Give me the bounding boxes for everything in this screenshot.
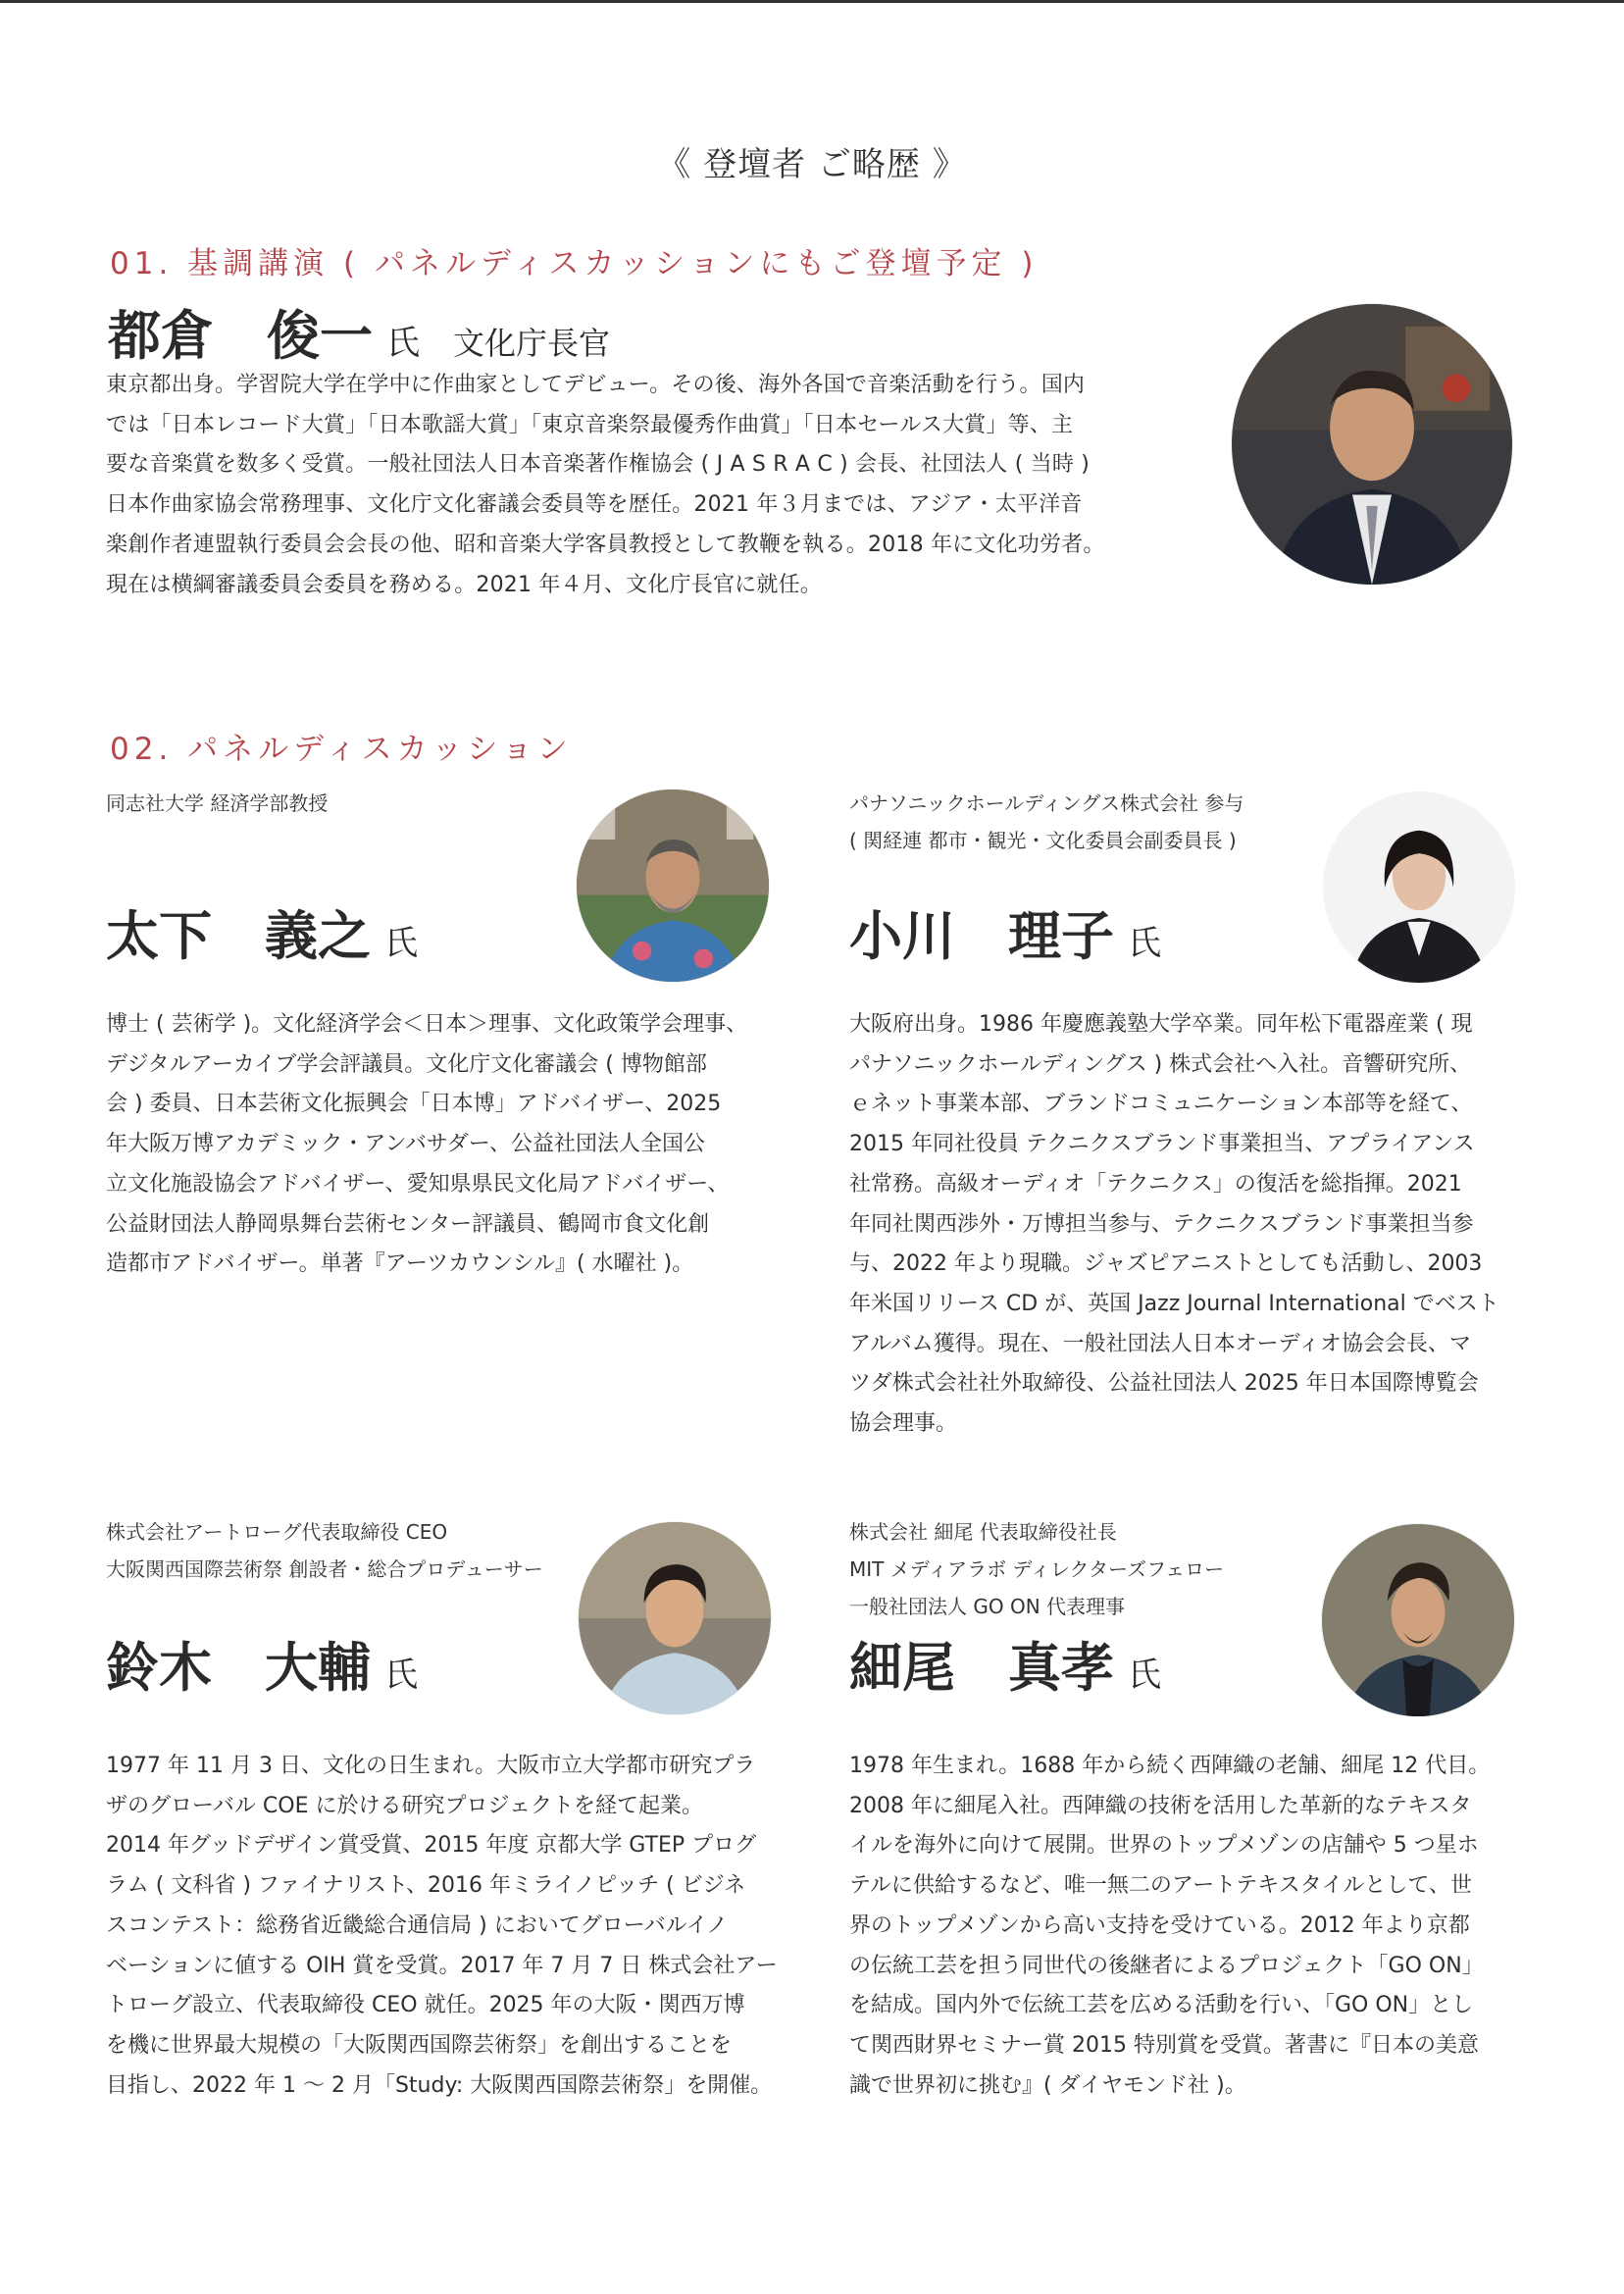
keynote-heading: 01. 基調講演 ( パネルディスカッションにもご登壇予定 ) xyxy=(110,246,1039,281)
affiliation-line: MIT メディアラボ ディレクターズフェロー xyxy=(849,1557,1225,1581)
bio-line: アルバム獲得。現在、一般社団法人日本オーディオ協会会長、マ xyxy=(849,1331,1471,1356)
bio-line: 年同社関西渉外・万博担当参与、テクニクスブランド事業担当参 xyxy=(849,1211,1474,1237)
bio-line: では「日本レコード大賞」「日本歌謡大賞」「東京音楽祭最優秀作曲賞」「日本セールス大賞」等、主 xyxy=(106,412,1074,437)
panelist-bio xyxy=(849,1747,1490,2106)
bio-line: 識で世界初に挑む』( ダイヤモンド社 )。 xyxy=(849,2072,1246,2098)
panelist-bio xyxy=(106,1747,778,2106)
bio-line: ザのグローバル COE に於ける研究プロジェクトを経て起業。 xyxy=(106,1793,704,1818)
bio-line: を結成。国内外で伝統工芸を広める活動を行い、「GO ON」とし xyxy=(849,1993,1474,2018)
panelist-name xyxy=(106,1626,418,1702)
bio-line: て関西財界セミナー賞 2015 特別賞を受賞。著書に『日本の美意 xyxy=(849,2032,1479,2058)
panelist-name-text: 太下 義之 xyxy=(106,905,371,967)
bio-line: 2014 年グッドデザイン賞受賞、2015 年度 京都大学 GTEP プログ xyxy=(106,1833,757,1859)
honorific: 氏 xyxy=(384,924,418,963)
affiliation-line: ( 関経連 都市・観光・文化委員会副委員長 ) xyxy=(849,829,1237,852)
bio-line: 要な音楽賞を数多く受賞。一般社団法人日本音楽著作権協会 ( J A S R A C ) 会長、社団法人 ( 当時 ) xyxy=(106,452,1091,478)
panelist-photo xyxy=(579,1522,771,1714)
panelist-name xyxy=(849,894,1161,970)
panelist-name-text: 細尾 真孝 xyxy=(849,1637,1114,1699)
bio-line: パナソニックホールディングス ) 株式会社へ入社。音響研究所、 xyxy=(849,1051,1472,1077)
panelist-name xyxy=(849,1626,1161,1702)
bio-line: 公益財団法人静岡県舞台芸術センター評議員、鶴岡市食文化創 xyxy=(106,1211,710,1237)
bio-line: 与、2022 年より現職。ジャズピアニストとしても活動し、2003 xyxy=(849,1251,1483,1277)
panelist-photo xyxy=(577,790,769,982)
panelist-affiliation xyxy=(849,785,1243,859)
affiliation-line: 株式会社アートローグ代表取締役 CEO xyxy=(106,1520,448,1544)
panelist-bio xyxy=(106,1005,747,1285)
panel-heading: 02. パネルディスカッション xyxy=(110,732,573,767)
bio-line: 年米国リリース CD が、英国 Jazz Journal International でベスト xyxy=(849,1291,1499,1316)
honorific: 氏 xyxy=(386,324,420,363)
affiliation-line: 一般社団法人 GO ON 代表理事 xyxy=(849,1595,1126,1618)
bio-line: トローグ設立、代表取締役 CEO 就任。2025 年の大阪・関西万博 xyxy=(106,1993,745,2018)
panelist-photo xyxy=(1322,1524,1514,1716)
affiliation-line: 同志社大学 経済学部教授 xyxy=(106,791,329,815)
affiliation-line: パナソニックホールディングス株式会社 参与 xyxy=(849,791,1244,815)
bio-line: 1978 年生まれ。1688 年から続く西陣織の老舗、細尾 12 代目。 xyxy=(849,1754,1491,1778)
panelist-bio xyxy=(849,1005,1499,1445)
keynote-speaker-photo xyxy=(1232,304,1512,585)
bio-line: 2008 年に細尾入社。西陣織の技術を活用した革新的なテキスタ xyxy=(849,1793,1472,1818)
bio-line: 大阪府出身。1986 年慶應義塾大学卒業。同年松下電器産業 ( 現 xyxy=(849,1012,1473,1037)
bio-line: 東京都出身。学習院大学在学中に作曲家としてデビュー。その後、海外各国で音楽活動を行う。国内 xyxy=(106,373,1086,397)
bio-line: デジタルアーカイブ学会評議員。文化庁文化審議会 ( 博物館部 xyxy=(106,1051,707,1077)
bio-line: 会 ) 委員、日本芸術文化振興会「日本博」アドバイザー、2025 xyxy=(106,1092,722,1117)
bio-line: 協会理事。 xyxy=(849,1411,958,1437)
panelist-affiliation xyxy=(106,785,328,822)
page-title: 《 登壇者 ご略歴 》 xyxy=(657,145,967,184)
panelist-name-text: 鈴木 大輔 xyxy=(106,1637,371,1699)
affiliation-line: 大阪関西国際芸術祭 創設者・総合プロデューサー xyxy=(106,1557,543,1581)
panelist-affiliation xyxy=(106,1513,543,1588)
panelist-affiliation xyxy=(849,1513,1224,1625)
bio-line: 社常務。高級オーディオ「テクニクス」の復活を総指揮。2021 xyxy=(849,1171,1462,1197)
bio-line: 立文化施設協会アドバイザー、愛知県県民文化局アドバイザー、 xyxy=(106,1171,730,1197)
bio-line: 2015 年同社役員 テクニクスブランド事業担当、アプライアンス xyxy=(849,1132,1475,1157)
panelist-name-text: 小川 理子 xyxy=(849,905,1114,967)
bio-line: 日本作曲家協会常務理事、文化庁文化審議会委員等を歴任。2021 年３月までは、アジア・太平洋音 xyxy=(106,492,1083,518)
bio-line: スコンテスト：総務省近畿総合通信局 ) においてグローバルイノ xyxy=(106,1912,729,1938)
honorific: 氏 xyxy=(1128,924,1161,963)
bio-line: ツダ株式会社社外取締役、公益社団法人 2025 年日本国際博覧会 xyxy=(849,1371,1479,1397)
bio-line: 博士 ( 芸術学 )。文化経済学会＜日本＞理事、文化政策学会理事、 xyxy=(106,1012,748,1037)
top-rule xyxy=(0,0,1624,3)
bio-line: ｅネット事業本部、ブランドコミュニケーション本部等を経て、 xyxy=(849,1092,1473,1117)
bio-line: 現在は横綱審議委員会委員を務める。2021 年４月、文化庁長官に就任。 xyxy=(106,572,822,597)
bio-line: 楽創作者連盟執行委員会会長の他、昭和音楽大学客員教授として教鞭を執る。2018 年に文化功労者。 xyxy=(106,532,1105,557)
bio-line: ベーションに値する OIH 賞を受賞。2017 年 7 月 7 日 株式会社アー xyxy=(106,1953,778,1978)
bio-line: イルを海外に向けて展開。世界のトップメゾンの店舗や 5 つ星ホ xyxy=(849,1833,1479,1859)
bio-line: 界のトップメゾンから高い支持を受けている。2012 年より京都 xyxy=(849,1912,1470,1938)
bio-line: の伝統工芸を担う同世代の後継者によるプロジェクト「GO ON」 xyxy=(849,1953,1484,1978)
bio-line: 1977 年 11 月 3 日、文化の日生まれ。大阪市立大学都市研究プラ xyxy=(106,1754,756,1778)
honorific: 氏 xyxy=(1128,1656,1161,1695)
keynote-speaker-name xyxy=(108,294,610,370)
speaker-role: 文化庁長官 xyxy=(453,325,611,362)
bio-line: 造都市アドバイザー。単著『アーツカウンシル』( 水曜社 )。 xyxy=(106,1251,694,1277)
panelist-photo xyxy=(1324,792,1514,983)
bio-line: ラム ( 文科省 ) ファイナリスト、2016 年ミライノピッチ ( ビジネ xyxy=(106,1873,746,1899)
keynote-bio xyxy=(106,366,1105,605)
panelist-name xyxy=(106,894,418,970)
speaker-name-text: 都倉 俊一 xyxy=(108,305,373,367)
bio-line: テルに供給するなど、唯一無二のアートテキスタイルとして、世 xyxy=(849,1873,1472,1899)
bio-line: 目指し、2022 年 1 ～ 2 月「Study: 大阪関西国際芸術祭」を開催。 xyxy=(106,2072,773,2098)
affiliation-line: 株式会社 細尾 代表取締役社長 xyxy=(849,1520,1117,1544)
bio-line: を機に世界最大規模の「大阪関西国際芸術祭」を創出することを xyxy=(106,2032,733,2058)
bio-line: 年大阪万博アカデミック・アンバサダー、公益社団法人全国公 xyxy=(106,1132,705,1157)
honorific: 氏 xyxy=(384,1656,418,1695)
